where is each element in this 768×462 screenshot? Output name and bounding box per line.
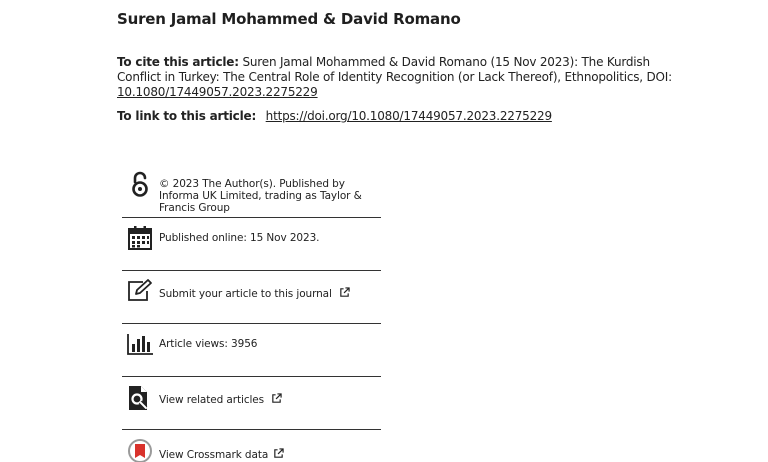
search-document-icon (126, 384, 154, 412)
license-text: © 2023 The Author(s). Published by Informa UK Limited, trading as Taylor & Francis Group (159, 178, 362, 214)
submit-link[interactable]: Submit your article to this journal (159, 288, 332, 300)
article-url-link[interactable]: https://doi.org/10.1080/17449057.2023.2275229 (265, 109, 552, 123)
crossmark-row[interactable] (122, 430, 381, 462)
related-row[interactable] (122, 377, 381, 430)
crossmark-text[interactable] (159, 448, 284, 461)
article-info-panel (122, 166, 381, 462)
external-link-icon (271, 393, 282, 404)
crossmark-link[interactable]: View Crossmark data (159, 449, 269, 461)
citation-text: Suren Jamal Mohammed & David Romano (15 Nov 2023): The Kurdish Conflict in Turkey: The Central Role of Identity Recognition (or Lack Thereof), Ethnopolitics, DOI: (117, 55, 672, 84)
views-row (122, 324, 381, 377)
open-access-icon (126, 171, 154, 199)
external-link-icon (339, 287, 350, 298)
external-link-icon (273, 448, 284, 459)
citation (117, 55, 677, 100)
authors: Suren Jamal Mohammed & David Romano (117, 10, 461, 28)
link-label: To link to this article: (117, 109, 257, 123)
crossmark-icon (126, 438, 154, 462)
views-text: Article views: 3956 (159, 338, 258, 350)
bar-chart-icon (126, 330, 154, 358)
article-link (117, 109, 552, 124)
citation-label: To cite this article: (117, 55, 239, 69)
calendar-icon (126, 224, 154, 252)
related-text[interactable] (159, 393, 282, 406)
related-link[interactable]: View related articles (159, 394, 265, 406)
citation-doi-link[interactable]: 10.1080/17449057.2023.2275229 (117, 85, 318, 99)
submit-row[interactable] (122, 271, 381, 324)
published-row (122, 218, 381, 271)
submit-text[interactable] (159, 287, 350, 300)
published-text: Published online: 15 Nov 2023. (159, 232, 320, 244)
license-row (122, 166, 381, 218)
edit-icon (126, 278, 154, 306)
